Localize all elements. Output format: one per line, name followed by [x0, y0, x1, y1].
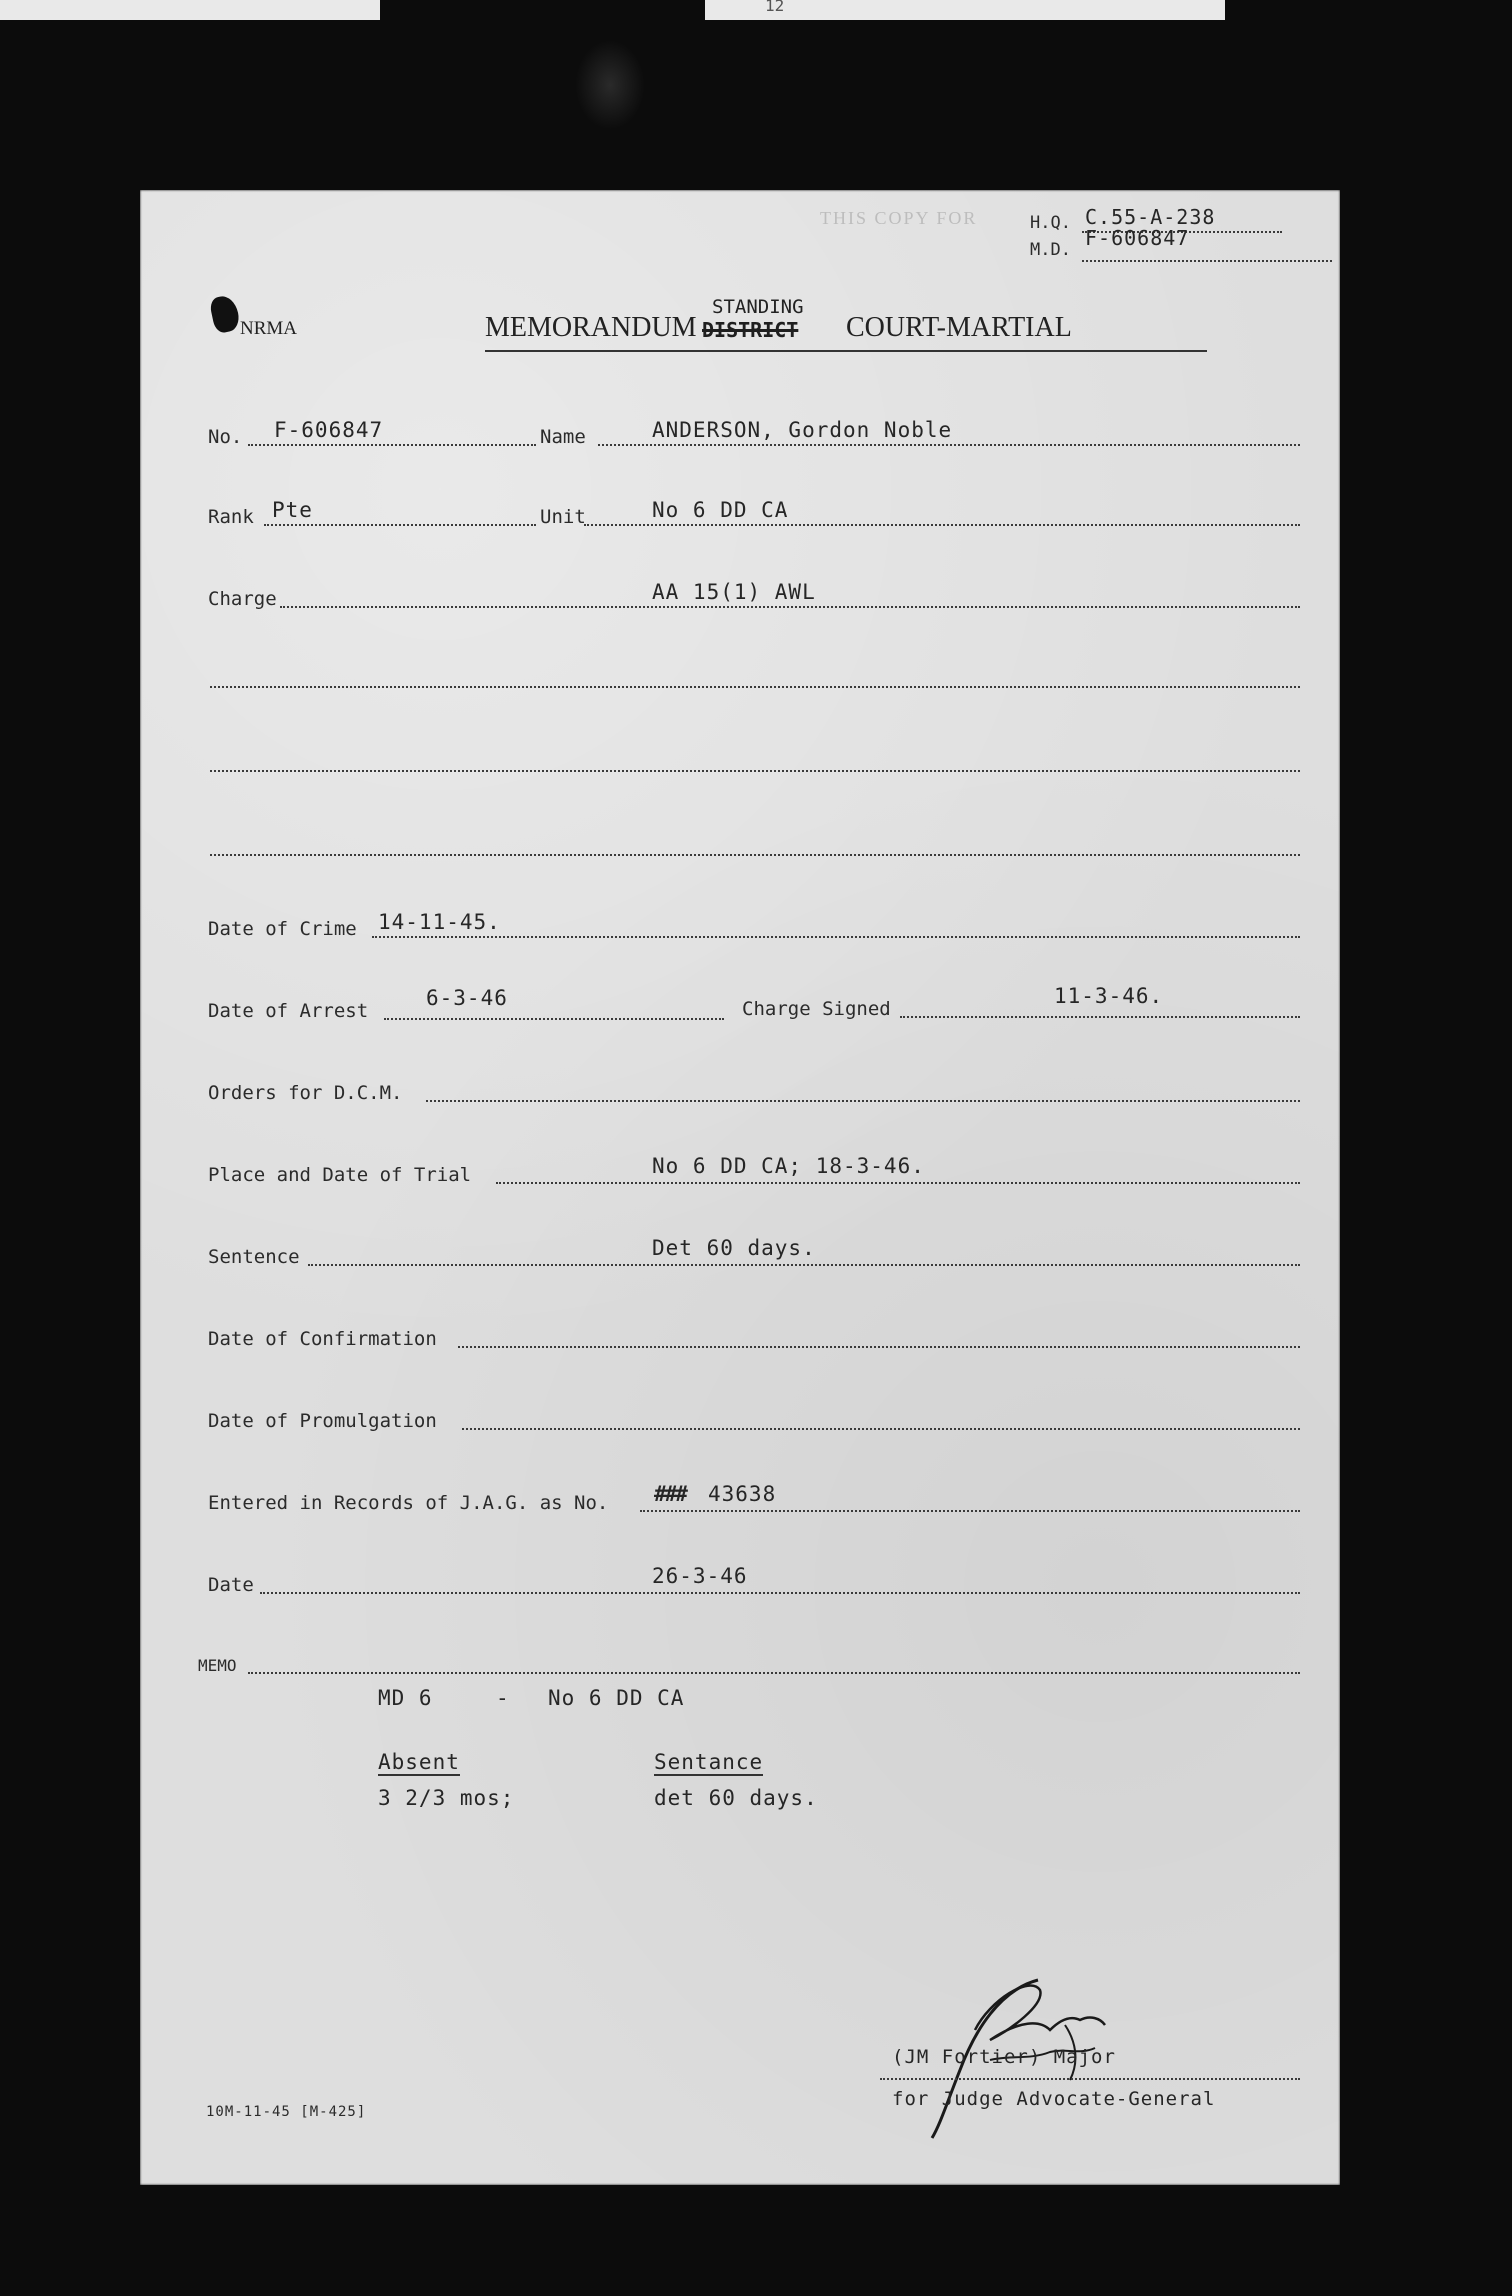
adjacent-card-left	[0, 0, 380, 20]
md-value: F-606847	[1085, 226, 1190, 250]
dcm-label: Orders for D.C.M.	[208, 1082, 403, 1104]
nrma-label: NRMA	[240, 318, 298, 339]
date-value: 26-3-46	[652, 1564, 748, 1588]
jag-label: Entered in Records of J.A.G. as No.	[208, 1492, 609, 1514]
unit-value: No 6 DD CA	[652, 498, 789, 522]
dcm-blank-line	[426, 1100, 1300, 1102]
trial-label: Place and Date of Trial	[208, 1164, 472, 1186]
charge-signed-label: Charge Signed	[742, 998, 891, 1020]
signatory-name: (JM Fortier) Major	[892, 2046, 1116, 2068]
charge-continuation-line	[210, 686, 1300, 688]
arrest-value: 6-3-46	[426, 986, 508, 1010]
trial-value: No 6 DD CA; 18-3-46.	[652, 1154, 925, 1178]
memo-dash: -	[496, 1686, 510, 1710]
jag-struck-value: ###	[654, 1482, 686, 1506]
memo-absent-value: 3 2/3 mos;	[378, 1786, 515, 1810]
memo-sentence-heading: Sentance	[654, 1750, 764, 1774]
form-code: 10M-11-45 [M-425]	[206, 2104, 367, 2120]
confirmation-blank-line	[458, 1346, 1300, 1348]
no-label: No.	[208, 426, 243, 448]
crime-label: Date of Crime	[208, 918, 357, 940]
title-memorandum: MEMORANDUM	[485, 312, 697, 343]
film-smudge	[575, 40, 645, 130]
crime-value: 14-11-45.	[378, 910, 501, 934]
rank-value: Pte	[272, 498, 313, 522]
title-struck-district: DISTRICT	[702, 318, 799, 342]
court-martial-memorandum-form	[140, 190, 1340, 2185]
adjacent-card-mark: 12	[765, 0, 785, 15]
memo-absent-heading: Absent	[378, 1750, 460, 1774]
memo-unit: No 6 DD CA	[548, 1686, 685, 1710]
promulgation-blank-line	[462, 1428, 1300, 1430]
unit-label: Unit	[540, 506, 586, 528]
date-label: Date	[208, 1574, 254, 1596]
title-court-martial: COURT-MARTIAL	[846, 312, 1072, 343]
jag-value: 43638	[708, 1482, 777, 1506]
charge-label: Charge	[208, 588, 277, 610]
arrest-label: Date of Arrest	[208, 1000, 369, 1022]
confirmation-label: Date of Confirmation	[208, 1328, 437, 1350]
memo-district: MD 6	[378, 1686, 433, 1710]
sentence-label: Sentence	[208, 1246, 300, 1268]
title-inserted-standing: STANDING	[712, 296, 804, 318]
sentence-value: Det 60 days.	[652, 1236, 816, 1260]
no-value: F-606847	[274, 418, 384, 442]
title-underline	[485, 350, 1207, 352]
charge-signed-value: 11-3-46.	[1054, 984, 1164, 1008]
corner-ink-mark	[209, 294, 242, 335]
charge-continuation-line	[210, 854, 1300, 856]
signatory-title: for Judge Advocate-General	[892, 2088, 1216, 2110]
name-label: Name	[540, 426, 586, 448]
charge-continuation-line	[210, 770, 1300, 772]
promulgation-label: Date of Promulgation	[208, 1410, 437, 1432]
charge-value: AA 15(1) AWL	[652, 580, 816, 604]
hq-label: H.Q.	[1030, 213, 1071, 233]
memo-label: MEMO	[198, 1656, 237, 1675]
hq-value: C.55-A-238	[1085, 205, 1216, 229]
name-value: ANDERSON, Gordon Noble	[652, 418, 953, 442]
rank-label: Rank	[208, 506, 254, 528]
copy-note: THIS COPY FOR	[820, 208, 978, 228]
adjacent-card-right	[705, 0, 1225, 20]
md-label: M.D.	[1030, 240, 1071, 260]
memo-sentence-value: det 60 days.	[654, 1786, 818, 1810]
